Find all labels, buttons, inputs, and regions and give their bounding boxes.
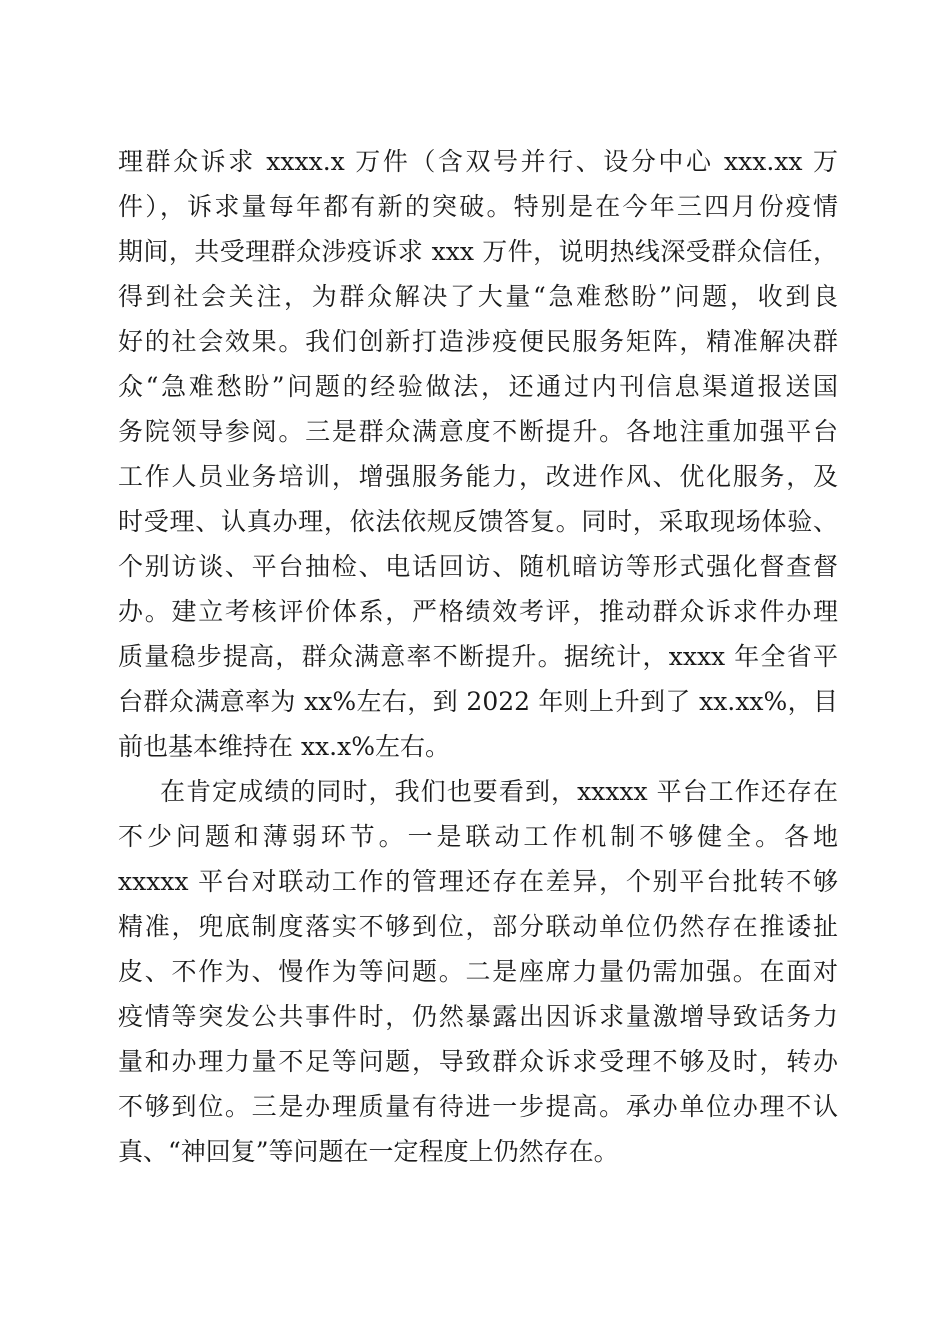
paragraph-1-line-11: 办。建立考核评价体系，严格绩效考评，推动群众诉求件办理 — [118, 597, 838, 626]
paragraph-1-line-2: 件），诉求量每年都有新的突破。特别是在今年三四月份疫情 — [118, 192, 838, 221]
paragraph-2-line-9: 真、“神回复”等问题在一定程度上仍然存在。 — [118, 1137, 619, 1166]
paragraph-1-line-13: 台群众满意率为 xx%左右，到 2022 年则上升到了 xx.xx%，目 — [118, 687, 838, 716]
paragraph-1-line-10: 个别访谈、平台抽检、电话回访、随机暗访等形式强化督查督 — [118, 552, 838, 581]
paragraph-2-line-3: xxxxx 平台对联动工作的管理还存在差异，个别平台批转不够 — [118, 867, 838, 896]
paragraph-1-line-3: 期间，共受理群众涉疫诉求 xxx 万件，说明热线深受群众信任， — [118, 237, 838, 266]
paragraph-1-line-1: 理群众诉求 xxxx.x 万件（含双号并行、设分中心 xxx.xx 万 — [118, 147, 838, 176]
paragraph-2-line-2: 不少问题和薄弱环节。一是联动工作机制不够健全。各地 — [118, 822, 838, 851]
paragraph-1-line-7: 务院领导参阅。三是群众满意度不断提升。各地注重加强平台 — [118, 417, 838, 446]
paragraph-2-line-4: 精准，兜底制度落实不够到位，部分联动单位仍然存在推诿扯 — [118, 912, 838, 941]
paragraph-1-line-5: 好的社会效果。我们创新打造涉疫便民服务矩阵，精准解决群 — [118, 327, 838, 356]
paragraph-1-line-6: 众“急难愁盼”问题的经验做法，还通过内刊信息渠道报送国 — [118, 372, 838, 401]
paragraph-2-line-6: 疫情等突发公共事件时，仍然暴露出因诉求量激增导致话务力 — [118, 1002, 838, 1031]
paragraph-2-line-7: 量和办理力量不足等问题，导致群众诉求受理不够及时，转办 — [118, 1047, 838, 1076]
paragraph-1-line-8: 工作人员业务培训，增强服务能力，改进作风、优化服务，及 — [118, 462, 838, 491]
paragraph-1-line-9: 时受理、认真办理，依法依规反馈答复。同时，采取现场体验、 — [118, 507, 838, 536]
paragraph-1-line-12: 质量稳步提高，群众满意率不断提升。据统计，xxxx 年全省平 — [118, 642, 838, 671]
paragraph-2-line-8: 不够到位。三是办理质量有待进一步提高。承办单位办理不认 — [118, 1092, 838, 1121]
paragraph-2-line-1: 在肯定成绩的同时，我们也要看到，xxxxx 平台工作还存在 — [160, 777, 838, 806]
paragraph-2-line-5: 皮、不作为、慢作为等问题。二是座席力量仍需加强。在面对 — [118, 957, 838, 986]
paragraph-1-line-14: 前也基本维持在 xx.x%左右。 — [118, 732, 450, 761]
paragraph-1-line-4: 得到社会关注，为群众解决了大量“急难愁盼”问题，收到良 — [118, 282, 838, 311]
